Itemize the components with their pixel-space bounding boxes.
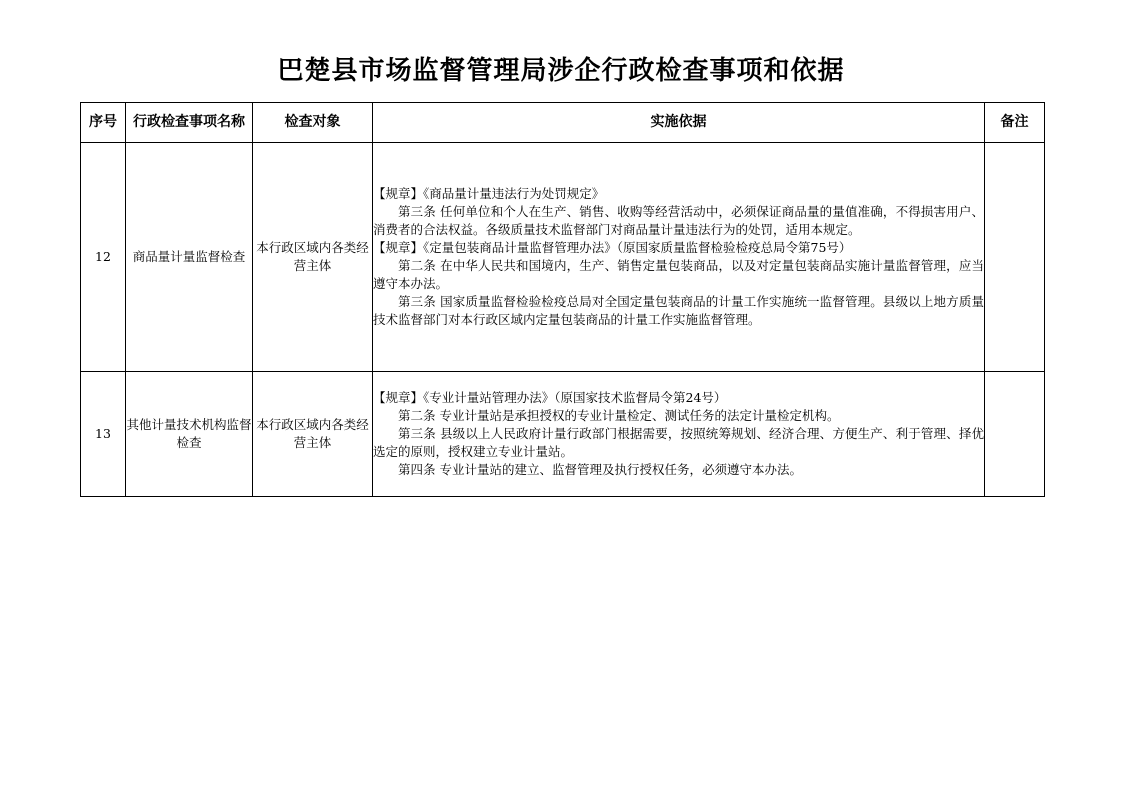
- basis-article: 第二条 在中华人民共和国境内，生产、销售定量包装商品，以及对定量包装商品实施计量监督管理，应当遵守本办法。: [373, 258, 984, 291]
- header-basis: 实施依据: [373, 103, 985, 143]
- row-seq: 13: [81, 372, 126, 497]
- header-item: 行政检查事项名称: [126, 103, 253, 143]
- row-target: 本行政区域内各类经营主体: [253, 372, 373, 497]
- basis-regulation-title: 【规章】《商品量计量违法行为处罚规定》: [373, 186, 605, 201]
- row-target: 本行政区域内各类经营主体: [253, 143, 373, 372]
- basis-article: 第四条 专业计量站的建立、监督管理及执行授权任务，必须遵守本办法。: [398, 462, 802, 477]
- row-item-name: 其他计量技术机构监督检查: [126, 372, 253, 497]
- row-remark: [985, 372, 1045, 497]
- basis-regulation-title: 【规章】《专业计量站管理办法》（原国家技术监督局令第24号）: [373, 390, 727, 405]
- basis-regulation-title: 【规章】《定量包装商品计量监督管理办法》（原国家质量监督检验检疫总局令第75号）: [373, 240, 852, 255]
- row-item-name: 商品量计量监督检查: [126, 143, 253, 372]
- row-seq: 12: [81, 143, 126, 372]
- table-header-row: [81, 103, 1045, 143]
- inspection-table: [80, 102, 1045, 497]
- header-target: 检查对象: [253, 103, 373, 143]
- row-basis: [373, 143, 985, 372]
- header-seq: 序号: [81, 103, 126, 143]
- table-row: [81, 372, 1045, 497]
- header-remark: 备注: [985, 103, 1045, 143]
- row-remark: [985, 143, 1045, 372]
- row-basis: [373, 372, 985, 497]
- table-row: [81, 143, 1045, 372]
- basis-article: 第三条 县级以上人民政府计量行政部门根据需要，按照统筹规划、经济合理、方便生产、利于管理、择优选定的原则，授权建立专业计量站。: [373, 426, 984, 459]
- basis-article: 第三条 任何单位和个人在生产、销售、收购等经营活动中，必须保证商品量的量值准确，不得损害用户、消费者的合法权益。各级质量技术监督部门对商品量计量违法行为的处罚，适用本规定。: [373, 204, 984, 237]
- basis-article: 第三条 国家质量监督检验检疫总局对全国定量包装商品的计量工作实施统一监督管理。县级以上地方质量技术监督部门对本行政区域内定量包装商品的计量工作实施监督管理。: [373, 294, 984, 327]
- basis-article: 第二条 专业计量站是承担授权的专业计量检定、测试任务的法定计量检定机构。: [398, 408, 840, 423]
- document-title: 巴楚县市场监督管理局涉企行政检查事项和依据: [277, 56, 845, 86]
